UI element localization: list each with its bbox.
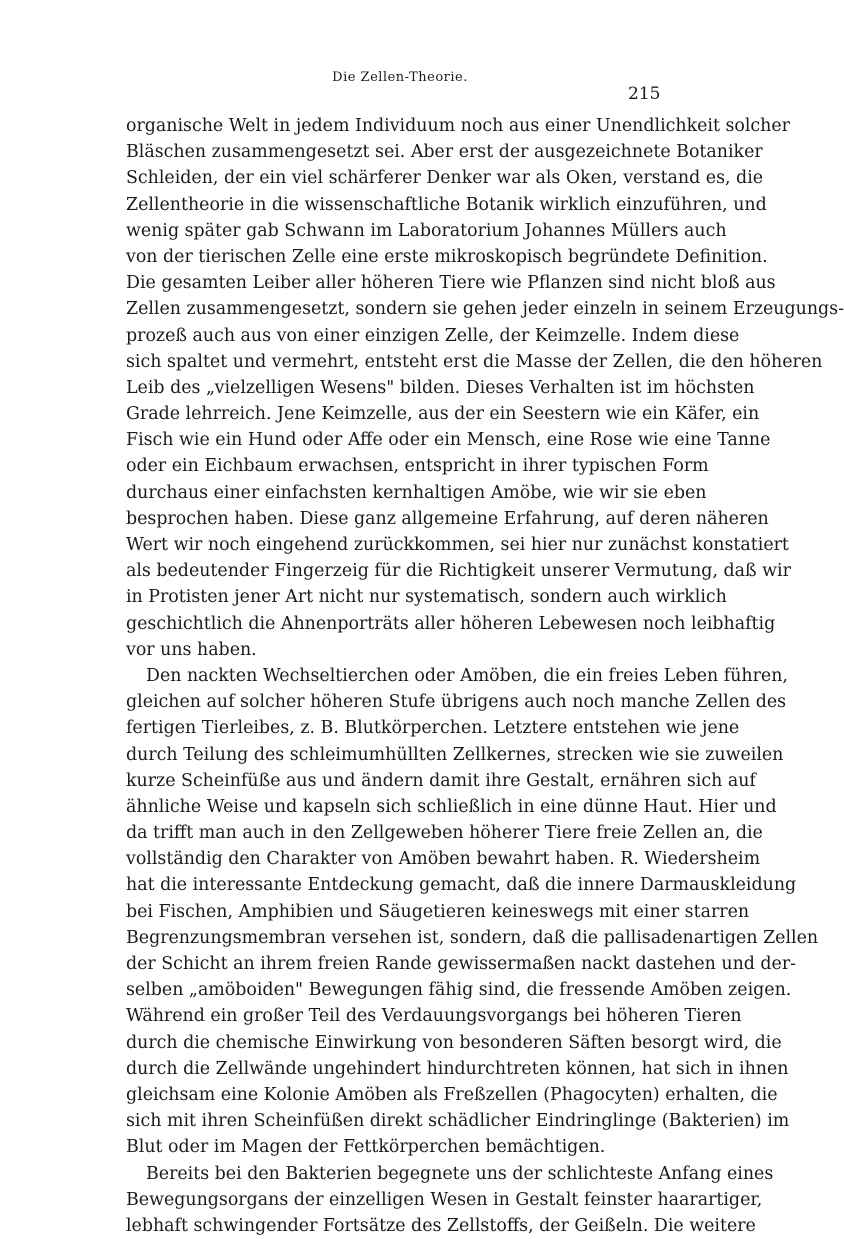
text-line: von der tierischen Zelle eine erste mikroskopisch begründete Definition. (126, 246, 768, 267)
text-line: Die gesamten Leiber aller höheren Tiere wie Pflanzen sind nicht bloß aus (126, 273, 776, 294)
text-line: vollständig den Charakter von Amöben bewahrt haben. R. Wiedersheim (126, 849, 761, 870)
text-line: besprochen haben. Diese ganz allgemeine Erfahrung, auf deren näheren (126, 508, 769, 529)
text-line: lebhaft schwingender Fortsätze des Zellstoffs, der Geißeln. Die weitere (126, 1215, 756, 1236)
text-line: Fisch wie ein Hund oder Affe oder ein Mensch, eine Rose wie eine Tanne (126, 430, 771, 451)
text-line: Zellentheorie in die wissenschaftliche Botanik wirklich einzuführen, und (126, 194, 767, 215)
text-line: da trifft man auch in den Zellgeweben höherer Tiere freie Zellen an, die (126, 823, 763, 844)
text-line: in Protisten jener Art nicht nur systematisch, sondern auch wirklich (126, 587, 727, 608)
text-line: sich mit ihren Scheinfüßen direkt schädlicher Eindringlinge (Bakterien) im (126, 1111, 790, 1132)
text-line: fertigen Tierleibes, z. B. Blutkörperchen. Letztere entstehen wie jene (126, 718, 740, 739)
text-line: oder ein Eichbaum erwachsen, entspricht in ihrer typischen Form (126, 456, 709, 477)
text-line: der Schicht an ihrem freien Rande gewissermaßen nackt dastehen und der- (126, 954, 797, 974)
text-line: selben „amöboiden" Bewegungen fähig sind, die fressende Amöben zeigen. (126, 980, 792, 1001)
text-line: durchaus einer einfachsten kernhaltigen Amöbe, wie wir sie eben (126, 482, 707, 503)
text-line: Grade lehrreich. Jene Keimzelle, aus der ein Seestern wie ein Käfer, ein (126, 404, 760, 425)
text-line: Schleiden, der ein viel schärferer Denker war als Oken, verstand es, die (126, 168, 764, 189)
page-number: 215 (628, 84, 661, 104)
text-line: kurze Scheinfüße aus und ändern damit ihre Gestalt, ernähren sich auf (126, 770, 756, 791)
text-line: Bläschen zusammengesetzt sei. Aber erst der ausgezeichnete Botaniker (126, 142, 763, 163)
text-line: bei Fischen, Amphibien und Säugetieren keineswegs mit einer starren (126, 901, 750, 922)
text-line: durch die Zellwände ungehindert hindurchtreten können, hat sich in ihnen (126, 1058, 789, 1079)
text-line: gleichen auf solcher höheren Stufe übrigens auch noch manche Zellen des (126, 692, 787, 713)
text-line: organische Welt in jedem Individuum noch aus einer Unendlichkeit solcher (126, 116, 790, 136)
text-line: geschichtlich die Ahnenporträts aller höheren Lebewesen noch leibhaftig (126, 613, 776, 634)
text-line: Den nackten Wechseltierchen oder Amöben, die ein freies Leben führen, (146, 665, 788, 686)
text-line: Bewegungsorgans der einzelligen Wesen in Gestalt feinster haarartiger, (126, 1189, 763, 1210)
body-text (126, 113, 844, 1239)
text-line: vor uns haben. (126, 639, 257, 660)
text-line: sich spaltet und vermehrt, entsteht erst die Masse der Zellen, die den höheren (126, 351, 823, 372)
text-line: wenig später gab Schwann im Laboratorium Johannes Müllers auch (126, 220, 727, 241)
text-line: Zellen zusammengesetzt, sondern sie gehen jeder einzeln in seinem Erzeugungs- (126, 299, 844, 320)
text-line: durch die chemische Einwirkung von besonderen Säften besorgt wird, die (126, 1032, 782, 1053)
text-line: Wert wir noch eingehend zurückkommen, sei hier nur zunächst konstatiert (126, 535, 789, 555)
text-line: hat die interessante Entdeckung gemacht, daß die innere Darmauskleidung (126, 875, 797, 896)
text-line: Begrenzungsmembran versehen ist, sondern, daß die pallisadenartigen Zellen (126, 927, 819, 948)
text-line: Leib des „vielzelligen Wesens" bilden. Dieses Verhalten ist im höchsten (126, 377, 755, 398)
running-head: Die Zellen-Theorie. (332, 70, 468, 85)
text-line: ähnliche Weise und kapseln sich schließlich in eine dünne Haut. Hier und (126, 796, 777, 817)
text-line: durch Teilung des schleimumhüllten Zellkernes, strecken wie sie zuweilen (126, 744, 784, 765)
text-line: Bereits bei den Bakterien begegnete uns der schlichteste Anfang eines (146, 1163, 774, 1184)
text-line: Während ein großer Teil des Verdauungsvorgangs bei höheren Tieren (126, 1006, 742, 1027)
text-line: prozeß auch aus von einer einzigen Zelle, der Keimzelle. Indem diese (126, 325, 740, 346)
text-line: Blut oder im Magen der Fettkörperchen bemächtigen. (126, 1137, 606, 1158)
text-line: als bedeutender Fingerzeig für die Richtigkeit unserer Vermutung, daß wir (126, 561, 791, 582)
text-line: gleichsam eine Kolonie Amöben als Freßzellen (Phagocyten) erhalten, die (126, 1084, 778, 1105)
